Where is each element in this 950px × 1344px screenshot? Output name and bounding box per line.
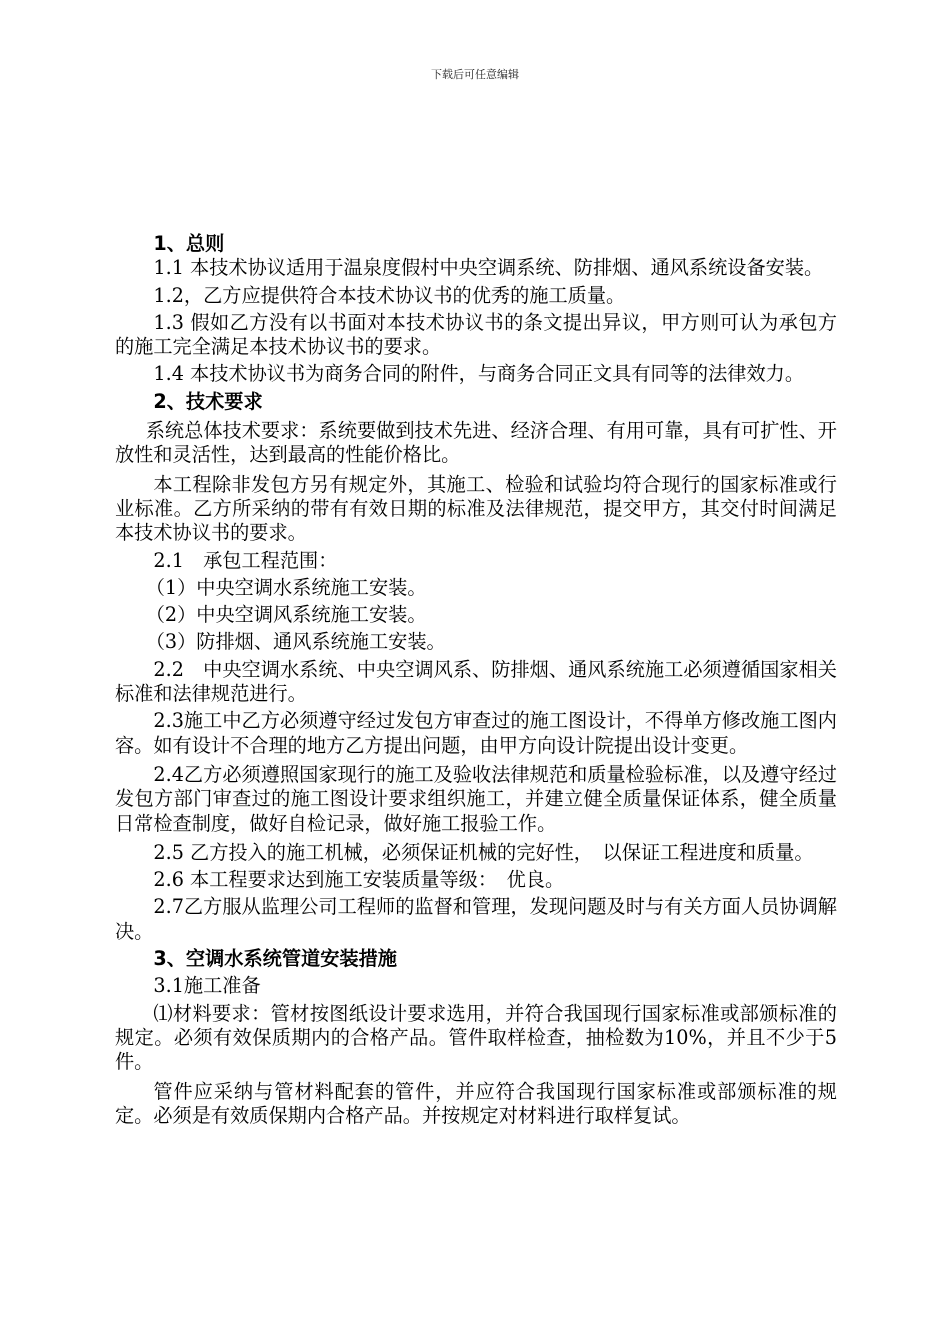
document-body bbox=[115, 232, 837, 1128]
paragraph-3-1-fittings: 管件应采纳与管材料配套的管件，并应符合我国现行国家标准或部颁标准的规定。必须是有效质保期内合格产品。并按规定对材料进行取样复试。 bbox=[115, 1079, 837, 1127]
paragraph-2-6: 2.6 本工程要求达到施工安装质量等级： 优良。 bbox=[153, 868, 565, 892]
paragraph-2-5: 2.5 乙方投入的施工机械，必须保证机械的完好性， 以保证工程进度和质量。 bbox=[153, 840, 814, 864]
paragraph-2-2: 2.2 中央空调水系统、中央空调风系、防排烟、通风系统施工必须遵循国家相关标准和法律规范进行。 bbox=[115, 657, 837, 706]
paragraph-2-4: 2.4乙方必须遵照国家现行的施工及验收法律规范和质量检验标准，以及遵守经过发包方部门审查过的施工图设计要求组织施工，并建立健全质量保证体系，健全质量日常检查制度，做好自检记录，做好施工报验工作。 bbox=[115, 762, 837, 835]
list-item-2-1-1: （1）中央空调水系统施工安装。 bbox=[145, 575, 427, 599]
paragraph-2-3: 2.3施工中乙方必须遵守经过发包方审查过的施工图设计，不得单方修改施工图内容。如有设计不合理的地方乙方提出问题，由甲方向设计院提出设计变更。 bbox=[115, 709, 837, 757]
list-item-2-1-3: （3）防排烟、通风系统施工安装。 bbox=[145, 630, 446, 654]
section-title-technical: 2、技术要求 bbox=[153, 389, 263, 413]
header-note: 下载后可任意编辑 bbox=[431, 68, 519, 81]
paragraph-1-3: 1.3 假如乙方没有以书面对本技术协议书的条文提出异议，甲方则可认为承包方的施工完全满足本技术协议书的要求。 bbox=[115, 310, 837, 359]
paragraph-2-1: 2.1 承包工程范围： bbox=[153, 548, 338, 572]
paragraph-1-4: 1.4 本技术协议书为商务合同的附件，与商务合同正文具有同等的法律效力。 bbox=[153, 362, 805, 386]
section-title-pipe-installation: 3、空调水系统管道安装措施 bbox=[153, 947, 397, 971]
paragraph-2-standards: 本工程除非发包方另有规定外，其施工、检验和试验均符合现行的国家标准或行业标准。乙方所采纳的带有有效日期的标准及法律规范，提交甲方，其交付时间满足本技术协议书的要求。 bbox=[115, 472, 837, 545]
paragraph-3-1: 3.1施工准备 bbox=[153, 974, 261, 998]
paragraph-2-overview: 系统总体技术要求：系统要做到技术先进、经济合理、有用可靠，具有可扩性、开放性和灵活性，达到最高的性能价格比。 bbox=[115, 419, 837, 467]
list-item-2-1-2: （2）中央空调风系统施工安装。 bbox=[145, 603, 427, 627]
section-title-general: 1、总则 bbox=[153, 232, 225, 255]
paragraph-1-2: 1.2，乙方应提供符合本技术协议书的优秀的施工质量。 bbox=[153, 283, 626, 307]
paragraph-3-1-materials: ⑴材料要求：管材按图纸设计要求选用，并符合我国现行国家标准或部颁标准的规定。必须有效保质期内的合格产品。管件取样检查，抽检数为10%，并且不少于5件。 bbox=[115, 1001, 837, 1074]
paragraph-1-1: 1.1 本技术协议适用于温泉度假村中央空调系统、防排烟、通风系统设备安装。 bbox=[153, 256, 824, 280]
paragraph-2-7: 2.7乙方服从监理公司工程师的监督和管理，发现问题及时与有关方面人员协调解决。 bbox=[115, 895, 837, 943]
